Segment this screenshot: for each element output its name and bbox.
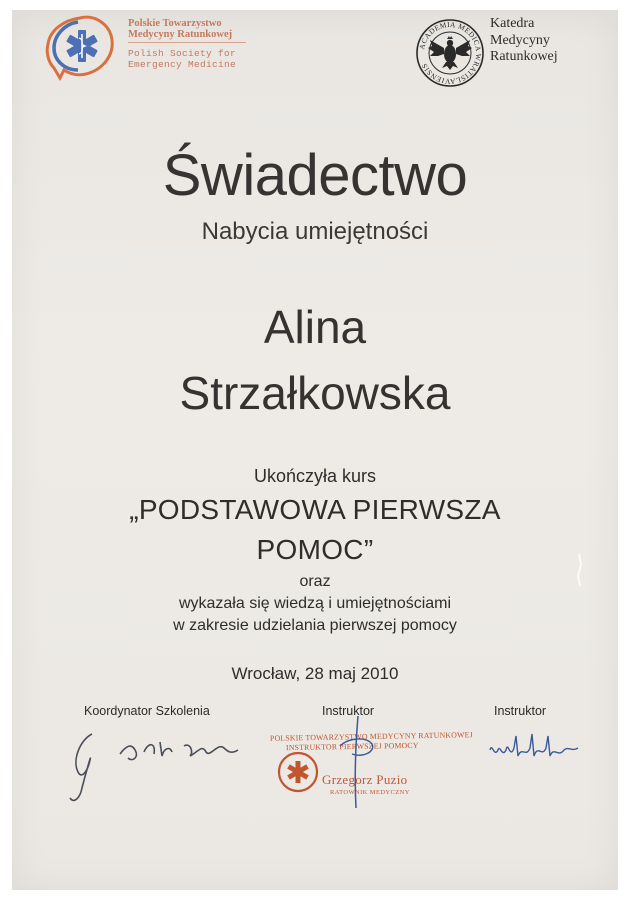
instructor2-signature [482, 728, 592, 768]
instructor1-signature [332, 710, 382, 815]
instructor2-role-label: Instruktor [494, 704, 547, 718]
certificate-paper [12, 10, 618, 890]
body-text-line2: w zakresie udzielania pierwszej pomocy [173, 617, 457, 634]
instructor1-role-label: Instruktor [322, 704, 375, 718]
certificate-subtitle: Nabycia umiejętności [201, 218, 429, 245]
eagle-seal-icon [416, 10, 484, 96]
coordinator-signature [52, 712, 252, 812]
society-divider [128, 42, 246, 43]
department-line1: Katedra [490, 16, 535, 31]
department-line3: Ratunkowej [490, 49, 558, 64]
star-of-life-icon [40, 12, 120, 82]
stamp-instructor-name: Grzegorz Puzio [322, 772, 408, 787]
completed-course-text: Ukończyła kurs [253, 466, 377, 486]
course-name-line2: POMOC” [256, 534, 374, 565]
stamp-subtitle: RATOWNIK MEDYCZNY [330, 789, 410, 796]
department-line2: Medycyny [490, 32, 550, 48]
society-name-en-line2: Emergency Medicine [128, 59, 237, 70]
stamp-line2: INSTRUKTOR PIERWSZEJ POMOCY [285, 740, 419, 753]
body-text-line1: wykazała się wiedzą i umiejętnościami [178, 595, 452, 612]
society-name-pl-line2: Medycyny Ratunkowej [128, 29, 233, 40]
society-name [128, 18, 236, 70]
place-and-date: Wrocław, 28 maj 2010 [231, 664, 399, 683]
paper-scuff [572, 550, 586, 590]
recipient-last-name: Strzałkowska [179, 367, 451, 419]
stamp-line1: POLSKIE TOWARZYSTWO MEDYCYNY RATUNKOWEJ [269, 730, 473, 743]
certificate-title: Świadectwo [162, 143, 468, 208]
conjunction-text: oraz [299, 573, 331, 590]
society-name-en-line1: Polish Society for [128, 48, 237, 59]
recipient-first-name: Alina [263, 301, 367, 353]
society-name-pl-line1: Polskie Towarzystwo [128, 18, 222, 29]
department-name [490, 16, 558, 66]
seal-text: ACADEMIA MEDICA WRATISLAVIENSIS [417, 19, 484, 87]
coordinator-role-label: Koordynator Szkolenia [84, 704, 210, 718]
course-name-line1: „PODSTAWOWA PIERWSZA [129, 494, 501, 525]
star-of-life-icon [276, 750, 320, 794]
